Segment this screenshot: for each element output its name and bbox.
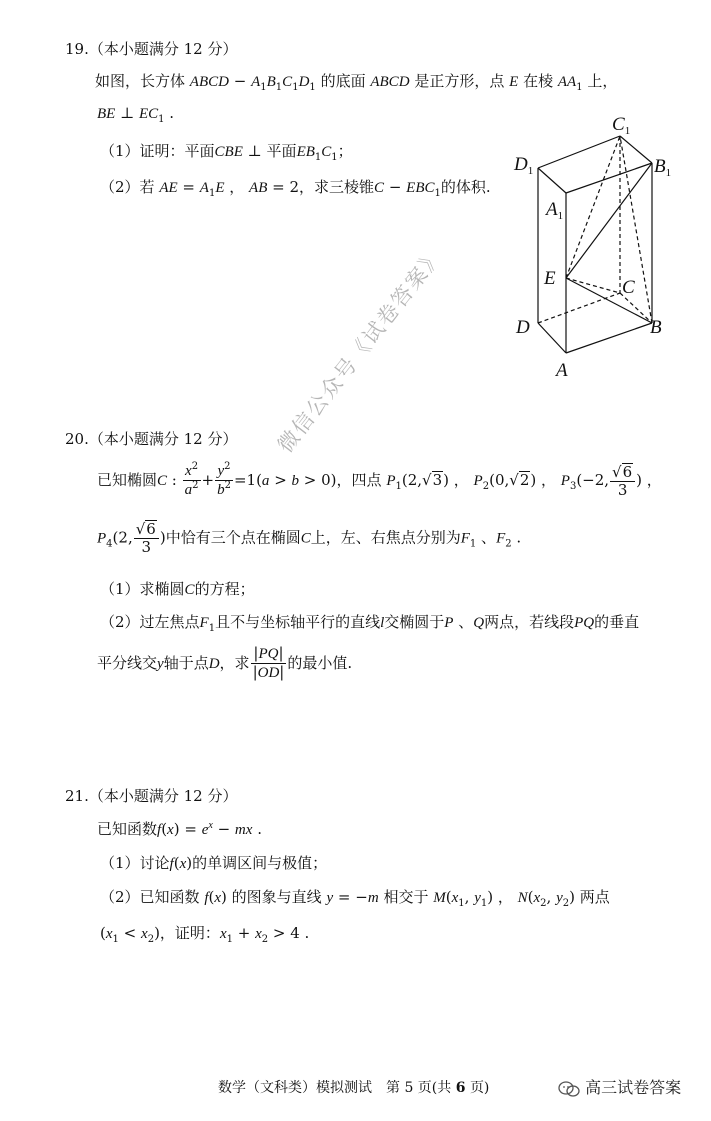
label-a: A: [556, 360, 568, 381]
label-e: E: [544, 268, 556, 289]
watermark: 微信公众号《试卷答案》: [273, 243, 448, 458]
segment-eb1: [566, 163, 652, 278]
q19-header: 19.（本小题满分 12 分）: [65, 40, 238, 58]
edge-dc: [538, 293, 620, 323]
edge-da: [538, 323, 566, 353]
cuboid-figure: [500, 108, 690, 383]
segment-eb: [566, 278, 652, 323]
q19-part2: （2）若 AE = $A_1E$ ， AB = 2，求三棱锥$C - EBC_1$的体积.: [100, 178, 491, 199]
label-c1: $C_1$: [612, 114, 631, 137]
source-logo: [558, 1075, 681, 1098]
label-b1: $B_1$: [654, 156, 672, 179]
label-a1: $A_1$: [546, 199, 564, 222]
label-d: D: [516, 317, 530, 338]
q20-part2-line1: （2）过左焦点$F_1$且不与坐标轴平行的直线l交椭圆于P 、Q两点，若线段PQ的垂直: [100, 613, 640, 634]
edge-a1b1: [566, 163, 652, 193]
edge-d1c1: [538, 136, 620, 168]
logo-text: 高三试卷答案: [585, 1078, 682, 1097]
edge-ab: [566, 323, 652, 353]
label-b: B: [650, 317, 662, 338]
page-footer: 数学（文科类）模拟测试 第 5 页(共 6 页): [218, 1080, 490, 1096]
q21-part2-line2: $(x_1 < x_2)$，证明：$x_1 + x_2 > 4$ .: [100, 924, 310, 945]
label-d1: $D_1$: [514, 154, 534, 177]
q20-stem-line2: $P_4(2$, $\frac{√6}{3}$ )中恰有三个点在椭圆C上，左、右焦点分别为$F_1$ 、$F_2$ .: [97, 520, 522, 557]
segment-ec: [566, 278, 620, 293]
segment-ec1: [566, 136, 620, 278]
q20-header: 20.（本小题满分 12 分）: [65, 430, 238, 448]
q21-header: 21.（本小题满分 12 分）: [65, 787, 238, 805]
q21-part1: （1）讨论f(x)的单调区间与极值；: [100, 854, 328, 872]
edge-c1b1: [620, 136, 652, 163]
wechat-icon: [558, 1080, 580, 1098]
edge-d1a1: [538, 168, 566, 193]
q21-stem: 已知函数$f(x) = e^x$ − mx .: [97, 820, 262, 838]
q20-part1: （1）求椭圆C的方程；: [100, 580, 255, 598]
q19-stem-line1: 如图，长方体 ABCD − $A_1B_1C_1D_1$ 的底面 ABCD 是正方形，点 E 在棱 $AA_1$ 上，: [95, 72, 618, 93]
q20-part2-line2: 平分线交y轴于点D，求 $\frac{|PQ|}{|OD|}$ 的最小值.: [97, 644, 353, 682]
q21-part2-line1: （2）已知函数 f(x) 的图象与直线 y = −m 相交于 $M(x_1$, $y_1$) ， $N(x_2$, $y_2$) 两点: [100, 888, 610, 909]
label-c: C: [622, 277, 635, 298]
q20-stem-line1: 已知椭圆C : $\frac{x^2}{a^2}$ + $\frac{y^2}{b^2}$ =1(a > b > 0)，四点 $P_1(2,√3)$ ， $P_2(0,√2)$ ， $P_3(-2$, $\frac{√6}{3}$ ) ，: [97, 461, 662, 499]
q19-stem-line2: BE ⊥ $EC_1$ .: [97, 104, 175, 125]
q19-part1: （1）证明：平面CBE ⊥ 平面$EB_1C_1$；: [100, 142, 353, 163]
